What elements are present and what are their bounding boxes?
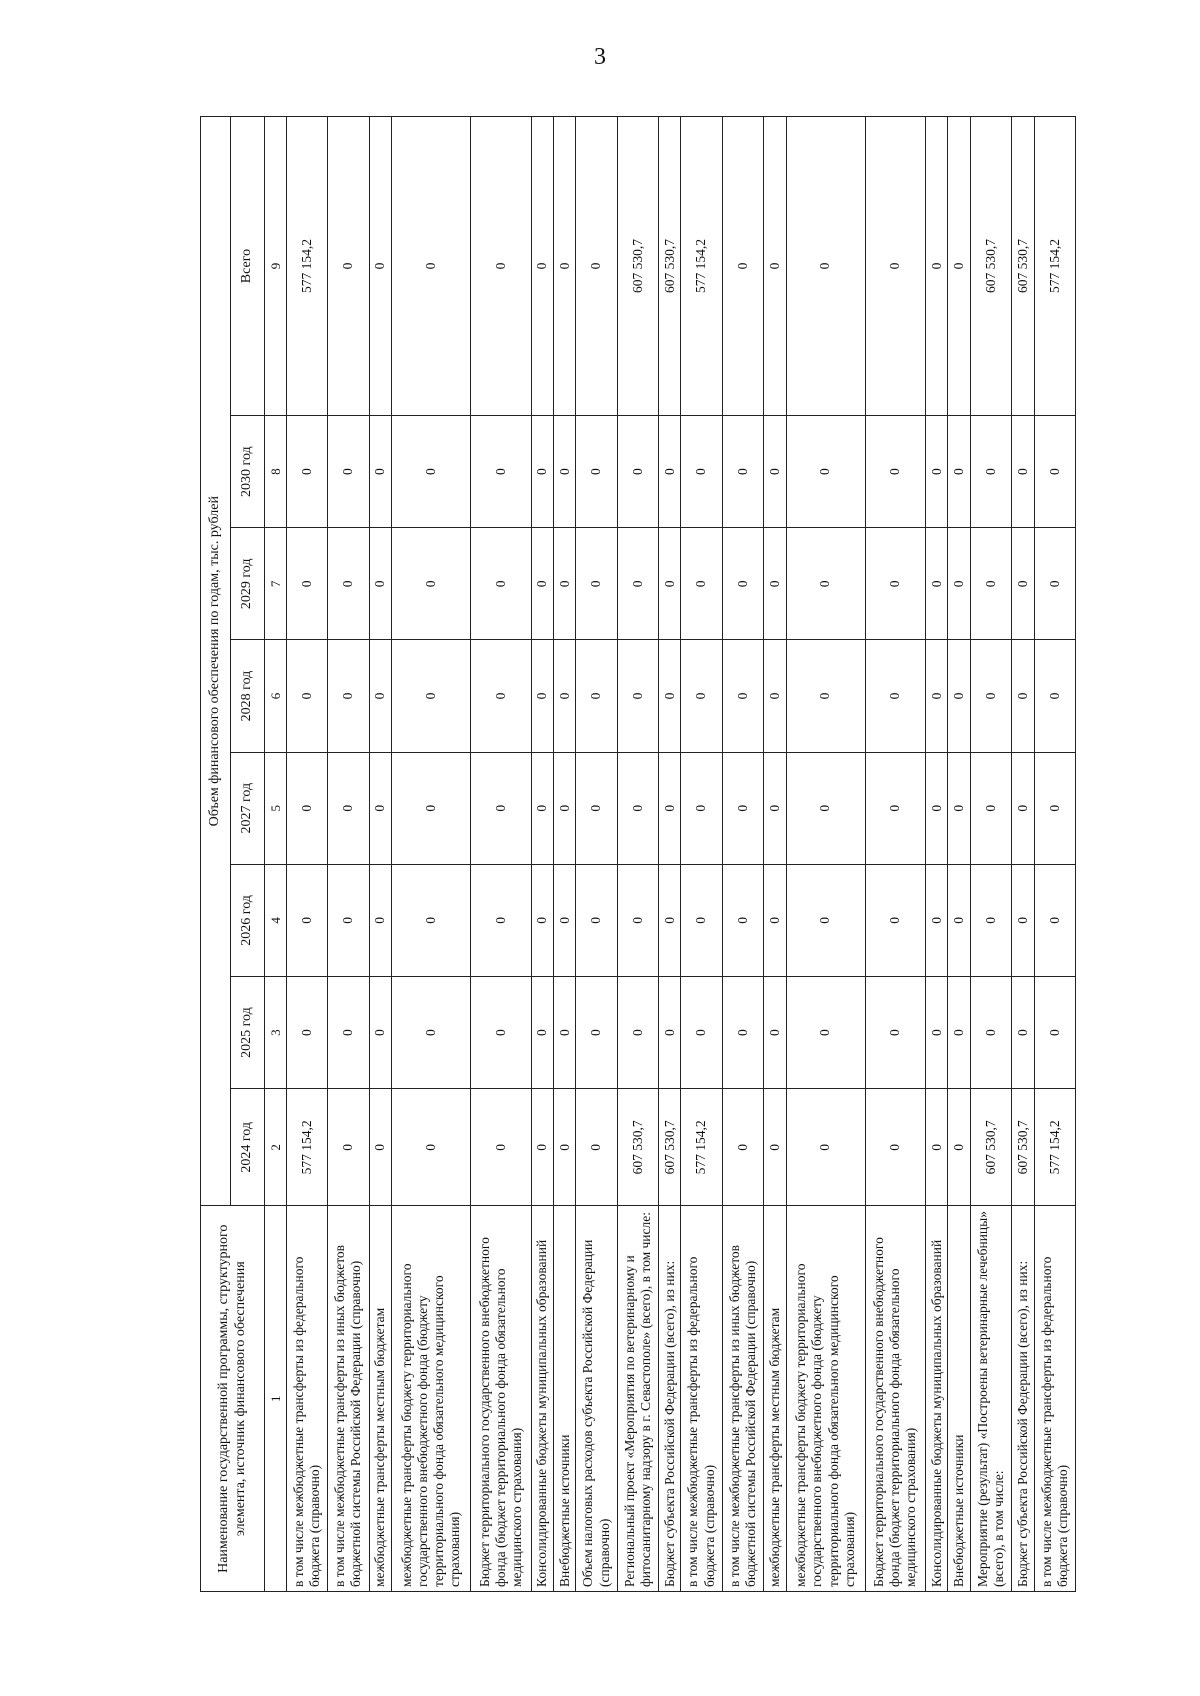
row-value: 0 bbox=[764, 976, 786, 1088]
header-year-5: 2029 год bbox=[231, 528, 265, 640]
row-value: 0 bbox=[681, 976, 722, 1088]
row-value: 0 bbox=[681, 416, 722, 528]
row-value: 0 bbox=[970, 976, 1011, 1088]
row-value: 0 bbox=[948, 117, 970, 416]
row-value: 0 bbox=[865, 640, 925, 752]
row-value: 0 bbox=[764, 416, 786, 528]
row-name: межбюджетные трансферты бюджету территориального государственного внебюджетного фонда (бюджету территориального фонда обязательного медицинского страхования) bbox=[786, 1206, 865, 1592]
header-index-5: 6 bbox=[265, 640, 287, 752]
row-name: в том числе межбюджетные трансферты из иных бюджетов бюджетной системы Российской Федерации (справочно) bbox=[722, 1206, 763, 1592]
header-index-8: 9 bbox=[265, 117, 287, 416]
row-value: 0 bbox=[287, 416, 328, 528]
row-name: Бюджет территориального государственного внебюджетного фонда (бюджет территориального фонда обязательного медицинского страхования) bbox=[471, 1206, 531, 1592]
row-value: 0 bbox=[1012, 864, 1034, 976]
row-value: 0 bbox=[328, 528, 369, 640]
row-value: 0 bbox=[925, 864, 947, 976]
row-name: Внебюджетные источники bbox=[948, 1206, 970, 1592]
header-index-4: 5 bbox=[265, 752, 287, 864]
row-value: 0 bbox=[553, 528, 575, 640]
row-value: 0 bbox=[948, 528, 970, 640]
row-value: 0 bbox=[786, 416, 865, 528]
row-value: 0 bbox=[369, 752, 391, 864]
header-volume-group: Объем финансового обеспечения по годам, тыс. рублей bbox=[201, 117, 231, 1206]
row-value: 0 bbox=[764, 640, 786, 752]
row-value: 0 bbox=[392, 640, 471, 752]
row-value: 0 bbox=[970, 416, 1011, 528]
row-name: Внебюджетные источники bbox=[553, 1206, 575, 1592]
row-name: Мероприятие (результат) «Построены ветеринарные лечебницы» (всего), в том числе: bbox=[970, 1206, 1011, 1592]
row-value: 0 bbox=[287, 976, 328, 1088]
row-value: 0 bbox=[764, 1089, 786, 1206]
row-value: 0 bbox=[369, 117, 391, 416]
rotated-table-container bbox=[200, 116, 1076, 1592]
row-value: 0 bbox=[786, 976, 865, 1088]
header-index-7: 8 bbox=[265, 416, 287, 528]
row-value: 0 bbox=[531, 1089, 553, 1206]
row-value: 0 bbox=[722, 864, 763, 976]
row-value: 607 530,7 bbox=[970, 1089, 1011, 1206]
table-row bbox=[970, 117, 1011, 1592]
row-value: 0 bbox=[553, 117, 575, 416]
table-row bbox=[681, 117, 722, 1592]
row-value: 0 bbox=[681, 752, 722, 864]
header-year-2: 2026 год bbox=[231, 864, 265, 976]
row-value: 0 bbox=[328, 640, 369, 752]
row-name: Консолидированные бюджеты муниципальных образований bbox=[925, 1206, 947, 1592]
row-value: 0 bbox=[531, 976, 553, 1088]
table-row bbox=[925, 117, 947, 1592]
row-value: 607 530,7 bbox=[970, 117, 1011, 416]
row-value: 607 530,7 bbox=[617, 1089, 658, 1206]
table-row bbox=[369, 117, 391, 1592]
table-row bbox=[722, 117, 763, 1592]
row-value: 577 154,2 bbox=[287, 1089, 328, 1206]
row-value: 0 bbox=[970, 752, 1011, 864]
row-value: 0 bbox=[722, 1089, 763, 1206]
row-name: Объем налоговых расходов субъекта Российской Федерации (справочно) bbox=[576, 1206, 617, 1592]
row-value: 0 bbox=[722, 416, 763, 528]
row-value: 577 154,2 bbox=[681, 117, 722, 416]
row-value: 0 bbox=[1012, 528, 1034, 640]
row-value: 0 bbox=[369, 640, 391, 752]
row-value: 0 bbox=[786, 117, 865, 416]
row-value: 577 154,2 bbox=[681, 1089, 722, 1206]
row-value: 0 bbox=[925, 117, 947, 416]
row-name: в том числе межбюджетные трансферты из федерального бюджета (справочно) bbox=[287, 1206, 328, 1592]
table-row bbox=[948, 117, 970, 1592]
header-year-6: 2030 год bbox=[231, 416, 265, 528]
row-value: 0 bbox=[471, 864, 531, 976]
header-year-7: Всего bbox=[231, 117, 265, 416]
row-value: 0 bbox=[369, 528, 391, 640]
row-value: 0 bbox=[531, 752, 553, 864]
row-value: 0 bbox=[328, 416, 369, 528]
row-value: 0 bbox=[786, 528, 865, 640]
row-value: 0 bbox=[1034, 976, 1075, 1088]
row-value: 0 bbox=[617, 864, 658, 976]
header-year-0: 2024 год bbox=[231, 1089, 265, 1206]
row-value: 0 bbox=[865, 416, 925, 528]
row-value: 0 bbox=[925, 416, 947, 528]
row-value: 0 bbox=[369, 416, 391, 528]
row-name: Бюджет субъекта Российской Федерации (всего), из них: bbox=[659, 1206, 681, 1592]
row-value: 0 bbox=[865, 864, 925, 976]
header-year-4: 2028 год bbox=[231, 640, 265, 752]
row-value: 0 bbox=[369, 976, 391, 1088]
row-value: 0 bbox=[553, 752, 575, 864]
header-index-6: 7 bbox=[265, 528, 287, 640]
row-name: в том числе межбюджетные трансферты из федерального бюджета (справочно) bbox=[681, 1206, 722, 1592]
row-value: 0 bbox=[576, 1089, 617, 1206]
row-value: 0 bbox=[764, 528, 786, 640]
row-value: 0 bbox=[553, 976, 575, 1088]
row-value: 577 154,2 bbox=[1034, 117, 1075, 416]
row-value: 0 bbox=[722, 752, 763, 864]
row-value: 0 bbox=[1012, 976, 1034, 1088]
row-value: 607 530,7 bbox=[1012, 1089, 1034, 1206]
row-value: 607 530,7 bbox=[659, 1089, 681, 1206]
header-index-1: 2 bbox=[265, 1089, 287, 1206]
row-value: 0 bbox=[392, 528, 471, 640]
table-row bbox=[471, 117, 531, 1592]
row-value: 0 bbox=[948, 976, 970, 1088]
table-row bbox=[392, 117, 471, 1592]
row-value: 0 bbox=[576, 640, 617, 752]
row-value: 0 bbox=[617, 528, 658, 640]
row-value: 0 bbox=[865, 752, 925, 864]
table-row bbox=[865, 117, 925, 1592]
row-value: 0 bbox=[471, 1089, 531, 1206]
row-value: 0 bbox=[471, 117, 531, 416]
row-value: 0 bbox=[392, 976, 471, 1088]
row-value: 0 bbox=[925, 528, 947, 640]
row-value: 0 bbox=[865, 117, 925, 416]
row-value: 0 bbox=[659, 752, 681, 864]
row-value: 0 bbox=[576, 976, 617, 1088]
row-value: 607 530,7 bbox=[659, 117, 681, 416]
table-row bbox=[764, 117, 786, 1592]
table-row bbox=[786, 117, 865, 1592]
row-value: 0 bbox=[659, 416, 681, 528]
row-value: 0 bbox=[576, 864, 617, 976]
row-value: 0 bbox=[1034, 864, 1075, 976]
row-name: межбюджетные трансферты местным бюджетам bbox=[764, 1206, 786, 1592]
row-value: 0 bbox=[659, 864, 681, 976]
row-value: 0 bbox=[865, 528, 925, 640]
table-row bbox=[287, 117, 328, 1592]
row-value: 0 bbox=[617, 976, 658, 1088]
header-year-3: 2027 год bbox=[231, 752, 265, 864]
row-value: 607 530,7 bbox=[617, 117, 658, 416]
table-row bbox=[328, 117, 369, 1592]
row-value: 0 bbox=[531, 864, 553, 976]
row-value: 0 bbox=[576, 528, 617, 640]
row-value: 0 bbox=[948, 1089, 970, 1206]
header-index-0: 1 bbox=[265, 1206, 287, 1592]
row-value: 0 bbox=[531, 416, 553, 528]
row-name: Региональный проект «Мероприятия по ветеринарному и фитосанитарному надзору в г. Севастополе» (всего), в том числе: bbox=[617, 1206, 658, 1592]
row-name: Бюджет субъекта Российской Федерации (всего), из них: bbox=[1012, 1206, 1034, 1592]
row-value: 0 bbox=[786, 1089, 865, 1206]
row-value: 0 bbox=[328, 117, 369, 416]
row-value: 0 bbox=[925, 1089, 947, 1206]
row-value: 0 bbox=[576, 752, 617, 864]
table-row bbox=[659, 117, 681, 1592]
row-value: 0 bbox=[328, 1089, 369, 1206]
row-value: 0 bbox=[948, 752, 970, 864]
row-value: 0 bbox=[553, 640, 575, 752]
row-value: 0 bbox=[576, 416, 617, 528]
row-value: 0 bbox=[948, 640, 970, 752]
row-value: 0 bbox=[287, 864, 328, 976]
row-value: 0 bbox=[287, 752, 328, 864]
row-value: 0 bbox=[925, 640, 947, 752]
row-value: 0 bbox=[471, 976, 531, 1088]
row-value: 0 bbox=[369, 1089, 391, 1206]
row-value: 0 bbox=[617, 640, 658, 752]
row-value: 0 bbox=[865, 976, 925, 1088]
row-value: 0 bbox=[659, 528, 681, 640]
table-row bbox=[617, 117, 658, 1592]
row-value: 0 bbox=[925, 976, 947, 1088]
header-index-row bbox=[265, 117, 287, 1592]
row-value: 0 bbox=[1012, 752, 1034, 864]
row-value: 0 bbox=[471, 752, 531, 864]
row-value: 0 bbox=[948, 416, 970, 528]
row-name: межбюджетные трансферты местным бюджетам bbox=[369, 1206, 391, 1592]
table-body bbox=[287, 117, 1076, 1592]
row-value: 0 bbox=[948, 864, 970, 976]
row-value: 0 bbox=[1012, 416, 1034, 528]
row-value: 0 bbox=[764, 117, 786, 416]
row-value: 607 530,7 bbox=[1012, 117, 1034, 416]
row-value: 0 bbox=[328, 976, 369, 1088]
row-value: 0 bbox=[392, 752, 471, 864]
table-row bbox=[1012, 117, 1034, 1592]
row-value: 0 bbox=[722, 640, 763, 752]
row-value: 0 bbox=[471, 528, 531, 640]
row-value: 0 bbox=[287, 528, 328, 640]
row-value: 0 bbox=[786, 864, 865, 976]
row-value: 0 bbox=[531, 640, 553, 752]
row-name: в том числе межбюджетные трансферты из федерального бюджета (справочно) bbox=[1034, 1206, 1075, 1592]
row-value: 0 bbox=[576, 117, 617, 416]
row-value: 0 bbox=[1012, 640, 1034, 752]
row-value: 0 bbox=[617, 752, 658, 864]
row-value: 0 bbox=[659, 640, 681, 752]
row-name: в том числе межбюджетные трансферты из иных бюджетов бюджетной системы Российской Федерации (справочно) bbox=[328, 1206, 369, 1592]
header-index-2: 3 bbox=[265, 976, 287, 1088]
row-value: 0 bbox=[392, 864, 471, 976]
row-value: 0 bbox=[786, 640, 865, 752]
row-value: 0 bbox=[764, 864, 786, 976]
row-value: 0 bbox=[722, 528, 763, 640]
table-row bbox=[576, 117, 617, 1592]
row-value: 0 bbox=[328, 752, 369, 864]
row-value: 0 bbox=[681, 864, 722, 976]
row-value: 0 bbox=[287, 640, 328, 752]
row-name: Консолидированные бюджеты муниципальных образований bbox=[531, 1206, 553, 1592]
row-value: 0 bbox=[722, 117, 763, 416]
row-value: 0 bbox=[531, 117, 553, 416]
row-value: 0 bbox=[970, 640, 1011, 752]
page-number: 3 bbox=[594, 44, 606, 70]
row-value: 0 bbox=[1034, 640, 1075, 752]
row-value: 0 bbox=[970, 864, 1011, 976]
header-index-3: 4 bbox=[265, 864, 287, 976]
row-value: 577 154,2 bbox=[1034, 1089, 1075, 1206]
row-value: 0 bbox=[865, 1089, 925, 1206]
row-name: межбюджетные трансферты бюджету территориального государственного внебюджетного фонда (бюджету территориального фонда обязательного медицинского страхования) bbox=[392, 1206, 471, 1592]
table-row bbox=[553, 117, 575, 1592]
row-value: 577 154,2 bbox=[287, 117, 328, 416]
row-value: 0 bbox=[392, 117, 471, 416]
row-value: 0 bbox=[553, 864, 575, 976]
row-name: Бюджет территориального государственного внебюджетного фонда (бюджет территориального фонда обязательного медицинского страхования) bbox=[865, 1206, 925, 1592]
row-value: 0 bbox=[553, 416, 575, 528]
row-value: 0 bbox=[970, 528, 1011, 640]
row-value: 0 bbox=[369, 864, 391, 976]
row-value: 0 bbox=[471, 416, 531, 528]
row-value: 0 bbox=[764, 752, 786, 864]
header-name-column: Наименование государственной программы, структурного элемента, источник финансового обеспечения bbox=[201, 1206, 265, 1592]
header-year-1: 2025 год bbox=[231, 976, 265, 1088]
row-value: 0 bbox=[786, 752, 865, 864]
row-value: 0 bbox=[722, 976, 763, 1088]
row-value: 0 bbox=[531, 528, 553, 640]
row-value: 0 bbox=[392, 416, 471, 528]
row-value: 0 bbox=[1034, 416, 1075, 528]
row-value: 0 bbox=[1034, 752, 1075, 864]
row-value: 0 bbox=[1034, 528, 1075, 640]
row-value: 0 bbox=[681, 528, 722, 640]
table-row bbox=[1034, 117, 1075, 1592]
row-value: 0 bbox=[471, 640, 531, 752]
row-value: 0 bbox=[553, 1089, 575, 1206]
row-value: 0 bbox=[681, 640, 722, 752]
financing-table bbox=[200, 116, 1076, 1592]
row-value: 0 bbox=[328, 864, 369, 976]
table-row bbox=[531, 117, 553, 1592]
row-value: 0 bbox=[659, 976, 681, 1088]
row-value: 0 bbox=[392, 1089, 471, 1206]
row-value: 0 bbox=[925, 752, 947, 864]
row-value: 0 bbox=[617, 416, 658, 528]
